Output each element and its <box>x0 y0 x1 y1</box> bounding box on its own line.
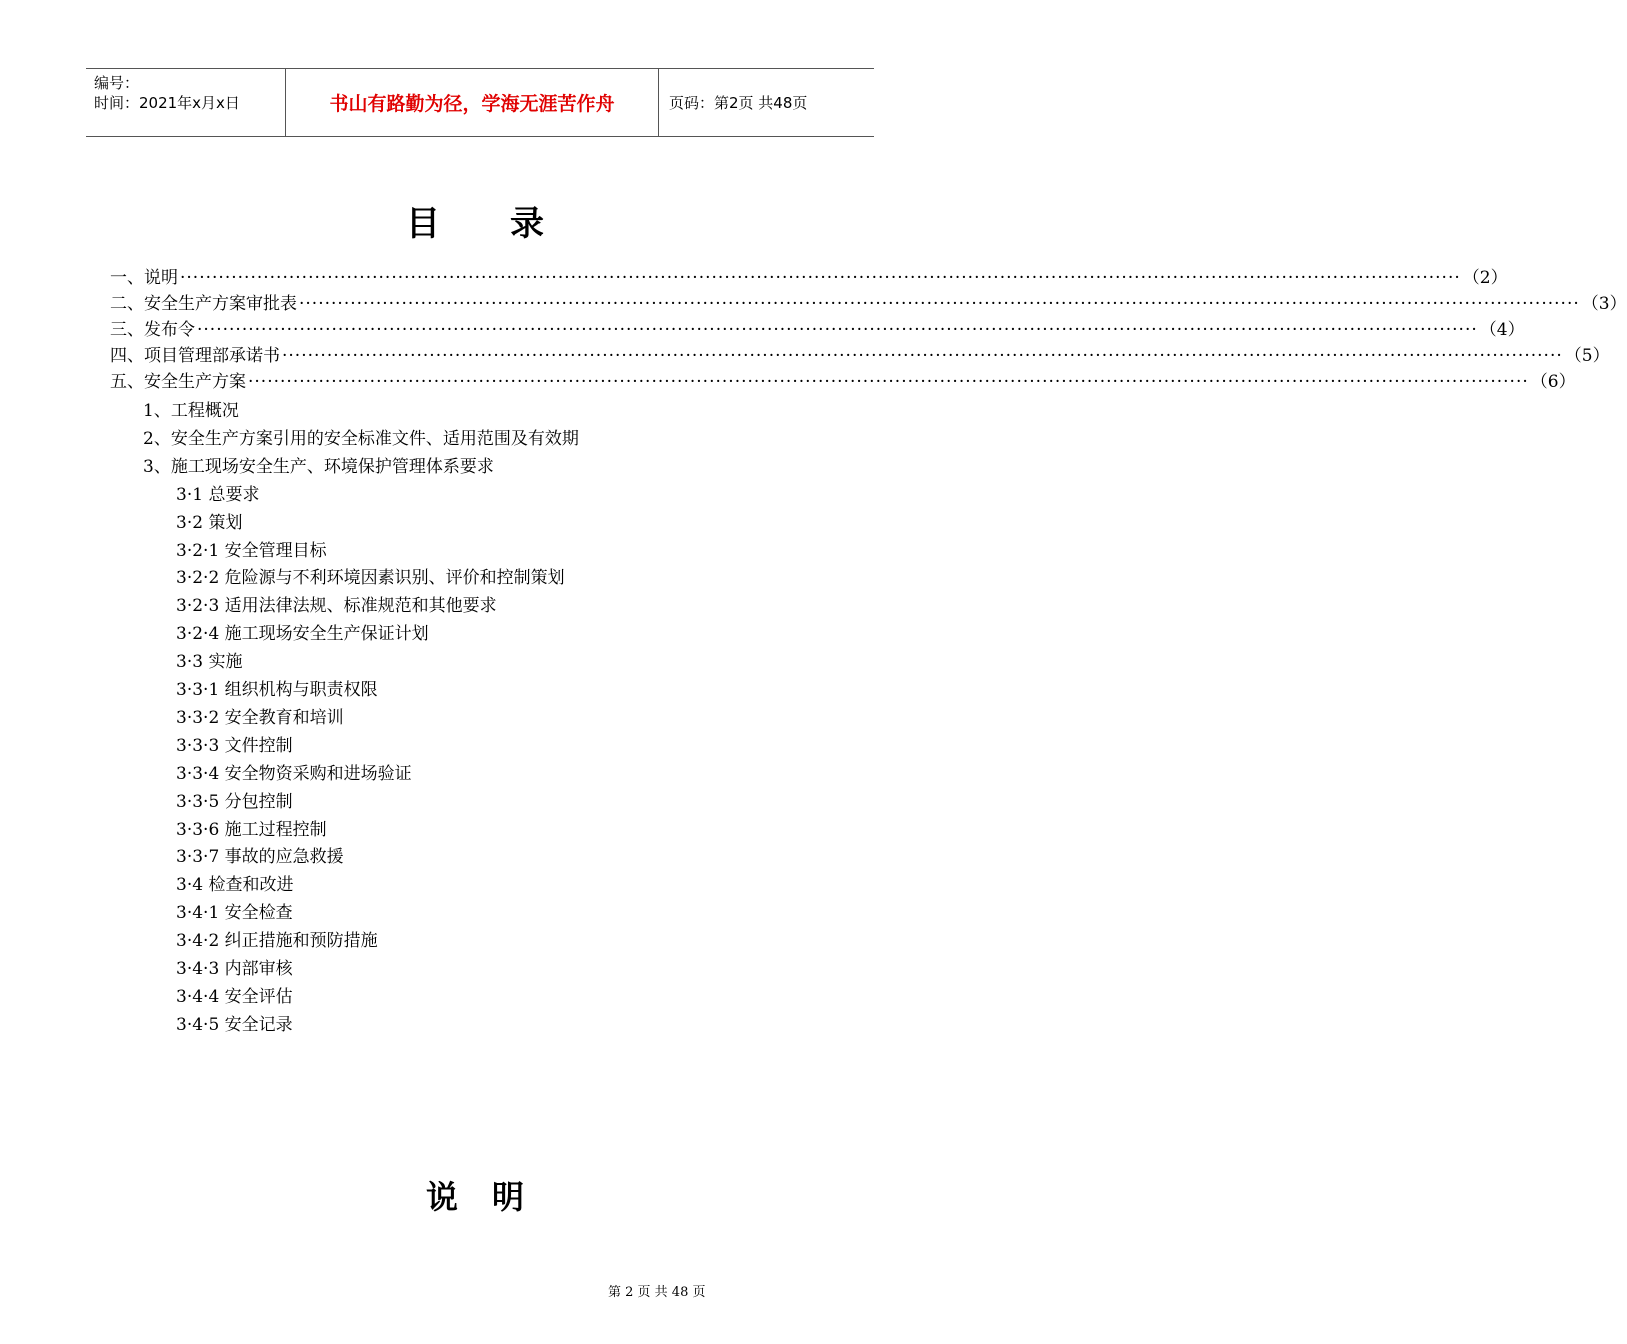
toc-sub-entry: 3·3 实施 <box>176 652 243 673</box>
toc-sub-entry: 3·2·4 施工现场安全生产保证计划 <box>176 624 429 645</box>
toc-entry-label: 一、说明 <box>110 268 178 288</box>
toc-sub-entry: 3·4·4 安全评估 <box>176 986 293 1007</box>
toc-sub-entry: 3·3·4 安全物资采购和进场验证 <box>176 763 412 784</box>
toc-entry-page: （6） <box>1530 372 1576 392</box>
toc-entry <box>110 263 1508 289</box>
header-page-info: 页码：第2页 共48页 <box>669 94 808 112</box>
toc-sub-entry: 3·3·5 分包控制 <box>176 791 293 812</box>
toc-sub-entry: 3·3·1 组织机构与职责权限 <box>176 680 378 700</box>
header-meta <box>86 69 286 136</box>
toc-sub-entry: 2、安全生产方案引用的安全标准文件、适用范围及有效期 <box>143 428 579 449</box>
toc-entry-page: （3） <box>1581 294 1627 314</box>
toc-entry-label: 五、安全生产方案 <box>110 372 246 392</box>
toc-entry-label: 二、安全生产方案审批表 <box>110 294 297 314</box>
toc-sub-entry: 3·3·2 安全教育和培训 <box>176 707 344 728</box>
toc-sub-entry: 3·2·2 危险源与不利环境因素识别、评价和控制策划 <box>176 568 565 589</box>
toc-sub-entry: 3·4·2 纠正措施和预防措施 <box>176 931 378 952</box>
toc-entry <box>110 289 1627 315</box>
toc-title: 目录 <box>406 204 614 244</box>
number-label: 编号： <box>94 74 140 92</box>
section-title: 说明 <box>425 1178 558 1216</box>
toc-sub-entry: 3·3·7 事故的应急救援 <box>176 847 344 868</box>
toc-entry-page: （2） <box>1462 268 1508 288</box>
toc-sub-entry: 3·1 总要求 <box>176 484 260 505</box>
toc-dot-leader: ········································································································································································································ <box>248 372 1529 392</box>
toc-entry-page: （4） <box>1479 320 1525 340</box>
toc-entry <box>110 367 1576 393</box>
time-label: 时间：2021年x月x日 <box>94 94 240 112</box>
toc-dot-leader: ········································································································································································································ <box>282 346 1563 366</box>
toc-sub-entry: 3·4·5 安全记录 <box>176 1014 293 1035</box>
toc-sub-entry: 3·3·6 施工过程控制 <box>176 819 327 840</box>
toc-entry-label: 三、发布令 <box>110 320 195 340</box>
header-motto: 书山有路勤为径，学海无涯苦作舟 <box>286 69 659 136</box>
toc-sub-entry: 3·2·3 适用法律法规、标准规范和其他要求 <box>176 596 497 617</box>
toc-sub-entry: 3·4·1 安全检查 <box>176 903 293 924</box>
page-footer: 第 2 页 共 48 页 <box>608 1285 706 1300</box>
toc-sub-entry: 1、工程概况 <box>143 401 239 421</box>
toc-dot-leader: ········································································································································································································ <box>197 320 1478 340</box>
toc-sub-entry: 3、施工现场安全生产、环境保护管理体系要求 <box>143 456 494 477</box>
toc-entry <box>110 341 1610 367</box>
toc-sub-entry: 3·3·3 文件控制 <box>176 735 293 756</box>
toc-sub-entry: 3·2·1 安全管理目标 <box>176 540 327 561</box>
toc-entry <box>110 315 1525 341</box>
page-header <box>86 68 874 137</box>
toc-sub-entry: 3·4·3 内部审核 <box>176 959 293 979</box>
toc-entry-page: （5） <box>1564 346 1610 366</box>
toc-sub-entry: 3·4 检查和改进 <box>176 875 294 896</box>
toc-sub-entry: 3·2 策划 <box>176 512 243 533</box>
toc-entry-label: 四、项目管理部承诺书 <box>110 346 280 366</box>
toc-dot-leader: ········································································································································································································ <box>180 268 1461 288</box>
toc-dot-leader: ········································································································································································································ <box>299 294 1580 314</box>
toc-main-list <box>110 263 1627 393</box>
